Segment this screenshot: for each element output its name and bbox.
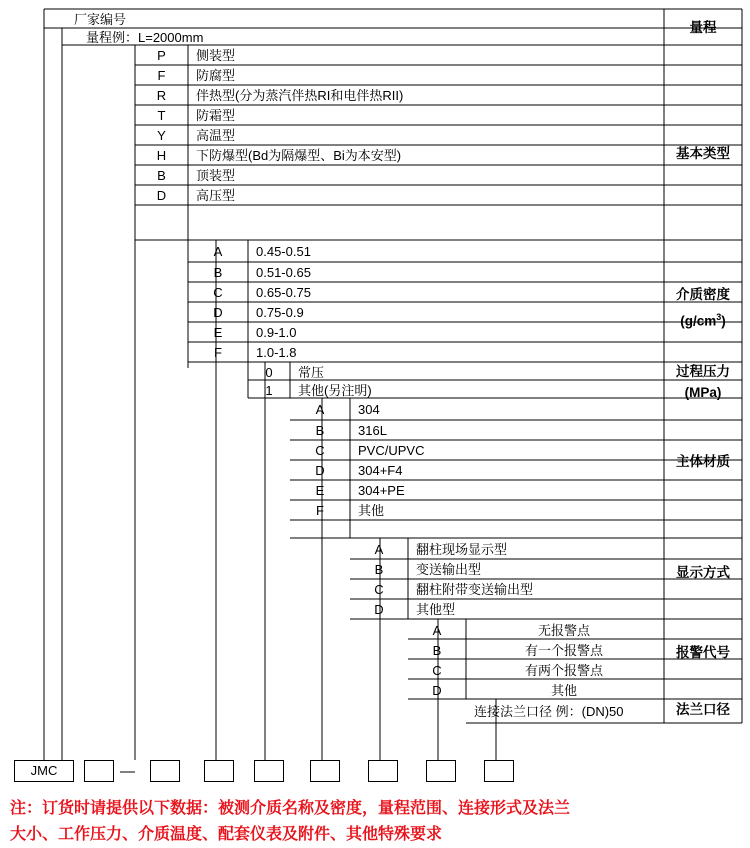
- pressure-desc-0: 常压: [298, 365, 325, 380]
- display-code-0: A: [374, 542, 384, 557]
- density-code-0: A: [213, 244, 223, 259]
- basic-type-code-4: Y: [157, 128, 166, 143]
- pressure-code-0: 0: [265, 365, 273, 380]
- density-desc-4: 0.9-1.0: [256, 325, 297, 340]
- alarm-desc-2: 有两个报警点: [524, 663, 603, 678]
- model-box-1[interactable]: [84, 760, 114, 782]
- material-desc-5: 其他: [358, 503, 385, 518]
- basic-type-code-3: T: [157, 108, 166, 123]
- material-code-0: A: [315, 402, 325, 417]
- material-code-5: F: [316, 503, 324, 518]
- display-desc-1: 变送输出型: [416, 562, 482, 577]
- alarm-desc-0: 无报警点: [537, 623, 590, 638]
- alarm-desc-1: 有一个报警点: [524, 643, 603, 658]
- manufacturer-number-label: 厂家编号: [74, 12, 127, 27]
- order-note-line1: 注：订货时请提供以下数据：被测介质名称及密度，量程范围、连接形式及法兰: [10, 800, 571, 817]
- display-desc-0: 翻柱现场显示型: [416, 542, 508, 557]
- model-box-8[interactable]: [484, 760, 514, 782]
- material-code-2: C: [315, 443, 325, 458]
- basic-type-code-7: D: [156, 188, 167, 203]
- material-desc-0: 304: [358, 402, 380, 417]
- basic-type-desc-3: 防霜型: [196, 108, 236, 123]
- section-label-range: 量程: [689, 20, 717, 35]
- model-separator-dash: —: [120, 763, 135, 780]
- section-label-flange: 法兰口径: [676, 702, 730, 717]
- basic-type-code-0: P: [157, 48, 166, 63]
- section-label-pressure: [664, 363, 742, 401]
- display-desc-2: 翻柱附带变送输出型: [416, 582, 534, 597]
- material-code-4: E: [315, 483, 325, 498]
- density-label-text: 介质密度: [676, 287, 730, 302]
- basic-type-desc-0: 侧装型: [196, 48, 236, 63]
- alarm-code-1: B: [432, 643, 442, 658]
- density-code-4: E: [213, 325, 223, 340]
- basic-type-desc-4: 高温型: [196, 128, 236, 143]
- model-box-2[interactable]: [150, 760, 180, 782]
- model-box-4[interactable]: [254, 760, 284, 782]
- density-desc-1: 0.51-0.65: [256, 265, 311, 280]
- alarm-code-0: A: [432, 623, 442, 638]
- flange-desc-0: 连接法兰口径 例：(DN)50: [474, 704, 624, 719]
- pressure-code-1: 1: [265, 383, 273, 398]
- basic-type-desc-1: 防腐型: [196, 68, 236, 83]
- display-code-1: B: [374, 562, 384, 577]
- model-box-5[interactable]: [310, 760, 340, 782]
- order-note-line2: 大小、工作压力、介质温度、配套仪表及附件、其他特殊要求: [10, 826, 443, 843]
- density-code-2: C: [213, 285, 223, 300]
- density-code-1: B: [213, 265, 223, 280]
- section-label-material: 主体材质: [676, 454, 730, 469]
- basic-type-desc-6: 顶装型: [196, 168, 236, 183]
- alarm-code-2: C: [432, 663, 442, 678]
- display-code-3: D: [374, 602, 384, 617]
- basic-type-code-5: H: [156, 148, 167, 163]
- material-desc-3: 304+F4: [358, 463, 403, 478]
- display-desc-3: 其他型: [416, 602, 456, 617]
- basic-type-code-6: B: [157, 168, 166, 183]
- material-desc-4: 304+PE: [358, 483, 405, 498]
- pressure-unit-text: (MPa): [684, 385, 722, 400]
- section-label-density: [664, 286, 742, 330]
- density-desc-5: 1.0-1.8: [256, 345, 297, 360]
- alarm-code-3: D: [432, 683, 442, 698]
- section-label-basic-type: 基本类型: [676, 146, 730, 161]
- density-code-3: D: [213, 305, 223, 320]
- section-label-display: 显示方式: [676, 565, 730, 580]
- material-desc-2: PVC/UPVC: [358, 443, 425, 458]
- pressure-label-text: 过程压力: [676, 364, 730, 379]
- range-example-label: 量程例：L=2000mm: [86, 30, 204, 45]
- basic-type-desc-2: 伴热型(分为蒸汽伴热RI和电伴热RII): [196, 88, 404, 103]
- basic-type-code-2: R: [156, 88, 167, 103]
- model-box-7[interactable]: [426, 760, 456, 782]
- material-code-3: D: [315, 463, 325, 478]
- display-code-2: C: [374, 582, 384, 597]
- material-code-1: B: [315, 423, 325, 438]
- basic-type-code-1: F: [157, 68, 166, 83]
- model-box-3[interactable]: [204, 760, 234, 782]
- density-code-5: F: [214, 345, 222, 360]
- density-desc-2: 0.65-0.75: [256, 285, 311, 300]
- section-label-alarm: 报警代号: [676, 645, 730, 660]
- density-unit-text: $(g/cm^3)$: [680, 312, 726, 329]
- alarm-desc-3: 其他: [550, 683, 577, 698]
- basic-type-desc-5: 下防爆型(Bd为隔爆型、Bi为本安型): [196, 148, 402, 163]
- model-box-0[interactable]: JMC: [14, 760, 74, 782]
- material-desc-1: 316L: [358, 423, 387, 438]
- model-box-6[interactable]: [368, 760, 398, 782]
- density-desc-3: 0.75-0.9: [256, 305, 304, 320]
- basic-type-desc-7: 高压型: [196, 188, 236, 203]
- density-desc-0: 0.45-0.51: [256, 244, 311, 259]
- pressure-desc-1: 其他(另注明): [298, 383, 372, 398]
